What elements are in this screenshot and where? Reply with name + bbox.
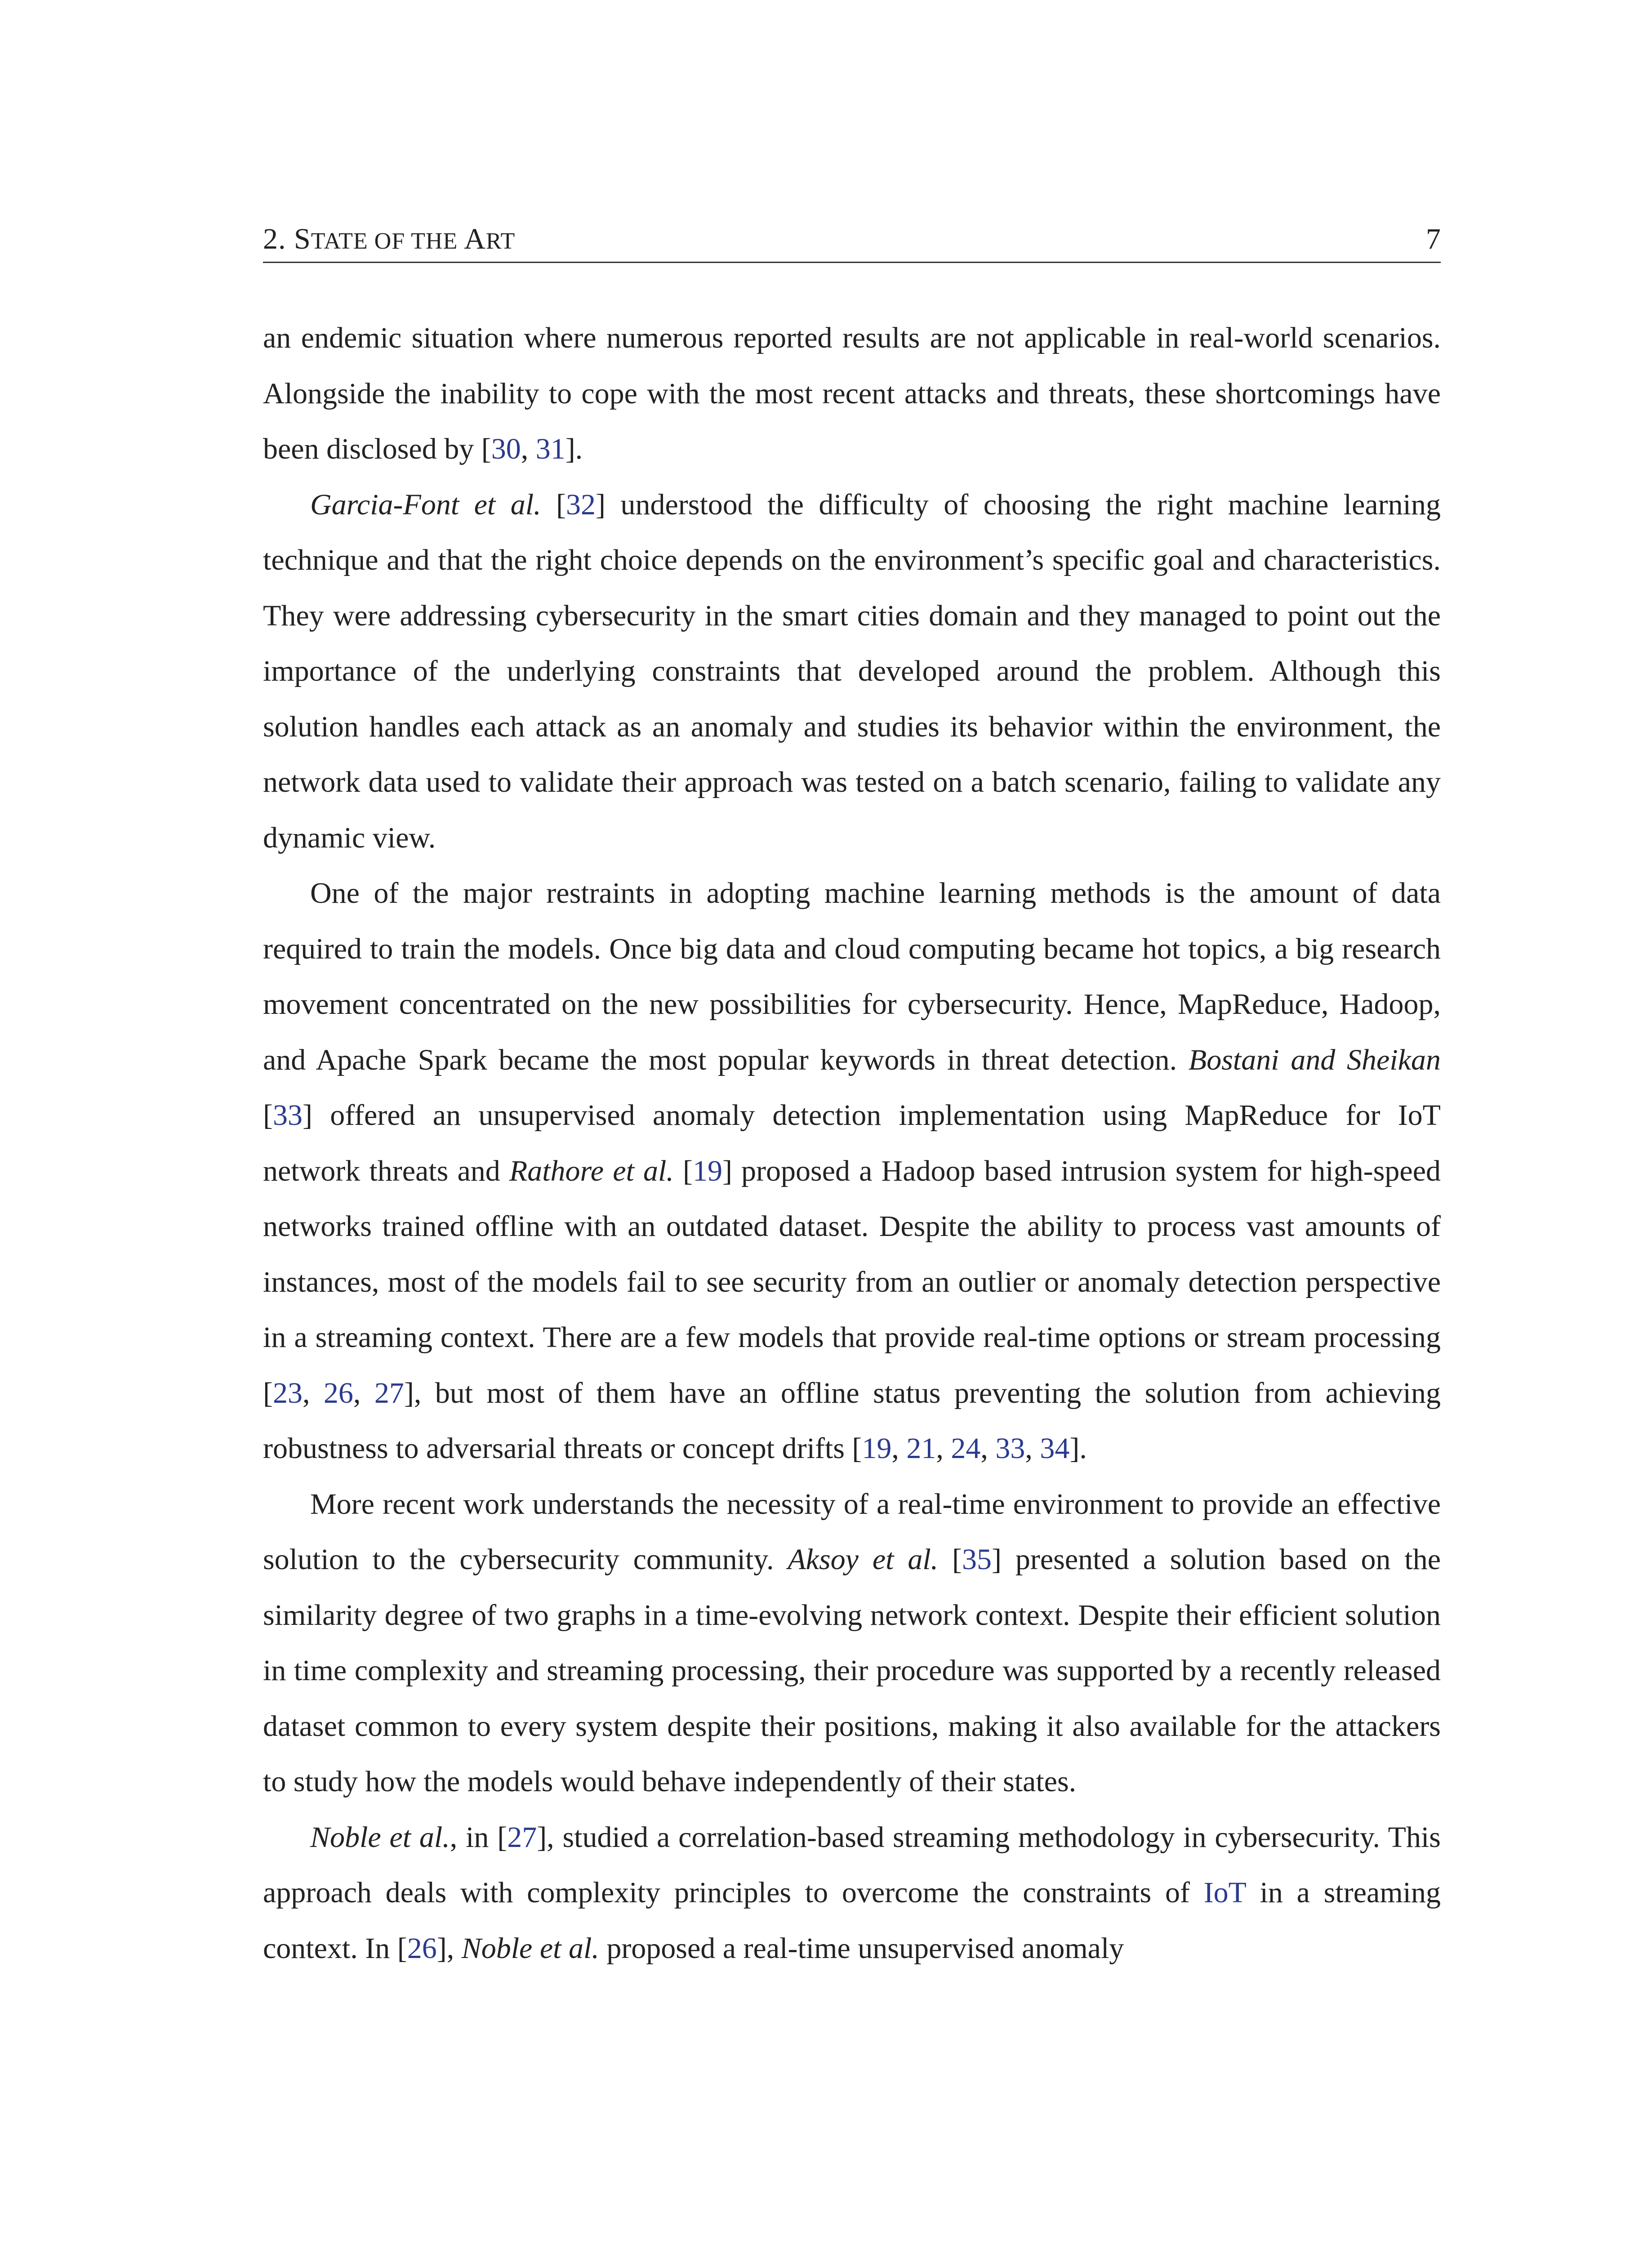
- citation-link[interactable]: 21: [906, 1432, 936, 1465]
- text-run: ,: [980, 1432, 996, 1465]
- citation-link[interactable]: 33: [995, 1432, 1025, 1465]
- text-run: More recent work understands the necessity of a real-time environment to provide an effective solution to the cybersecurity community.: [263, 1487, 1441, 1576]
- text-run: [: [541, 488, 566, 521]
- text-run: ] offered an unsupervised anomaly detection implementation using MapReduce for IoT network threats and: [263, 1099, 1441, 1187]
- text-run: ,: [1025, 1432, 1040, 1465]
- author-reference: Noble et al.: [310, 1820, 450, 1854]
- text-run: ].: [1069, 1432, 1087, 1465]
- author-reference: Noble et al.: [461, 1931, 599, 1965]
- citation-link[interactable]: 33: [272, 1099, 303, 1132]
- text-run: ,: [302, 1376, 324, 1409]
- section-number: 2.: [263, 223, 286, 255]
- citation-link[interactable]: 32: [566, 488, 596, 521]
- section-title-smallcaps: TATE OF THE: [311, 228, 464, 254]
- citation-link[interactable]: 26: [323, 1376, 353, 1409]
- text-run: ] understood the difficulty of choosing the right machine learning technique and that the right choice depends on the environment’s specific goal and characteristics. They were addressing cybersecurity in the smart cities domain and they managed to point out the importance of the underlying constraints that developed around the problem. Although this solution handles each attack as an anomaly and studies its behavior within the environment, the network data used to validate their approach was tested on a batch scenario, failing to validate any dynamic view.: [263, 488, 1441, 854]
- paragraph: [263, 310, 1441, 477]
- author-reference: Aksoy et al.: [788, 1543, 939, 1576]
- text-run: [: [673, 1154, 693, 1187]
- text-run: ,: [936, 1432, 951, 1465]
- text-run: proposed a real-time unsupervised anomaly: [599, 1931, 1124, 1965]
- citation-link[interactable]: 19: [862, 1432, 892, 1465]
- text-run: in a streaming context. In [: [263, 1876, 1441, 1965]
- text-run: an endemic situation where numerous reported results are not applicable in real-world scenarios. Alongside the inability to cope with the most recent attacks and threats, these shortcomings have been disclosed by [: [263, 321, 1441, 465]
- text-run: ] proposed a Hadoop based intrusion system for high-speed networks trained offline with an outdated dataset. Despite the ability to process vast amounts of instances, most of the models fail to see security from an outlier or anomaly detection perspective in a streaming context. There are a few models that provide real-time options or stream processing [: [263, 1154, 1441, 1409]
- author-reference: Rathore et al.: [509, 1154, 674, 1187]
- section-title: [263, 222, 515, 256]
- paragraph: [263, 865, 1441, 1476]
- text-run: ].: [565, 433, 583, 465]
- citation-link[interactable]: 26: [407, 1931, 437, 1965]
- citation-link[interactable]: 27: [374, 1376, 404, 1409]
- section-title-initial-2: A: [464, 223, 486, 255]
- paragraph: [263, 1476, 1441, 1810]
- text-run: ], studied a correlation-based streaming methodology in cybersecurity. This approach deals with complexity principles to overcome the constraints of: [263, 1820, 1441, 1909]
- paragraph: [263, 1810, 1441, 1976]
- text-run: , in [: [450, 1820, 508, 1854]
- text-run: ,: [521, 433, 536, 465]
- author-reference: Bostani and Sheikan: [1188, 1043, 1441, 1076]
- text-run: ,: [891, 1432, 907, 1465]
- citation-link[interactable]: 19: [692, 1154, 722, 1187]
- text-run: One of the major restraints in adopting machine learning methods is the amount of data required to train the models. Once big data and cloud computing became hot topics, a big research movement concentrated on the new possibilities for cybersecurity. Hence, MapReduce, Hadoop, and Apache Spark became the most popular keywords in threat detection.: [263, 877, 1441, 1076]
- citation-link[interactable]: 24: [951, 1432, 981, 1465]
- text-run: ,: [353, 1376, 374, 1409]
- citation-link[interactable]: IoT: [1203, 1876, 1246, 1909]
- citation-link[interactable]: 27: [507, 1820, 537, 1854]
- citation-link[interactable]: 35: [962, 1543, 992, 1576]
- paragraph: [263, 477, 1441, 866]
- citation-link[interactable]: 34: [1040, 1432, 1070, 1465]
- author-reference: Garcia-Font et al.: [310, 488, 541, 521]
- body-text: [263, 310, 1441, 1976]
- text-run: [: [263, 1099, 273, 1132]
- text-run: ] presented a solution based on the similarity degree of two graphs in a time-evolving network context. Despite their efficient solution in time complexity and streaming processing, their procedure was supported by a recently released dataset common to every system despite their positions, making it also available for the attackers to study how the models would behave independently of their states.: [263, 1543, 1441, 1798]
- text-run: ],: [436, 1931, 462, 1965]
- text-run: [: [938, 1543, 962, 1576]
- citation-link[interactable]: 23: [272, 1376, 303, 1409]
- citation-link[interactable]: 30: [491, 433, 521, 465]
- citation-link[interactable]: 31: [535, 433, 566, 465]
- running-header: [263, 220, 1441, 263]
- page-number: 7: [1426, 223, 1441, 255]
- section-title-initial: S: [294, 223, 311, 255]
- section-title-smallcaps-2: RT: [485, 228, 516, 254]
- text-run: ], but most of them have an offline status preventing the solution from achieving robustness to adversarial threats or concept drifts [: [263, 1376, 1441, 1465]
